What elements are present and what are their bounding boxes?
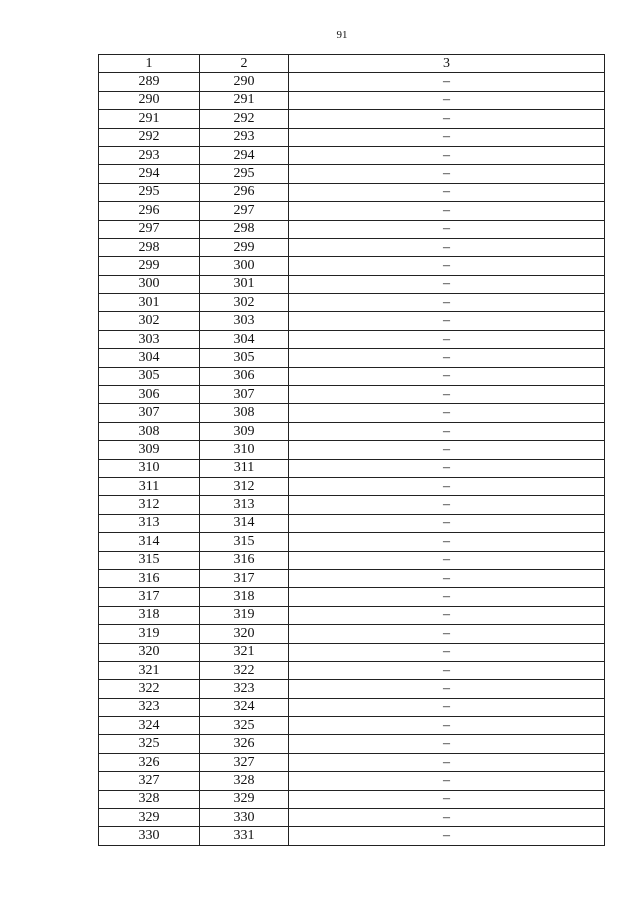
table-cell-col-2: 324 (200, 698, 289, 716)
table-cell-col-3: – (289, 643, 605, 661)
table-cell-col-3: – (289, 753, 605, 771)
table-cell-col-3: – (289, 588, 605, 606)
table-row (99, 110, 605, 128)
table-cell-col-2: 310 (200, 441, 289, 459)
table-cell-col-3: – (289, 404, 605, 422)
table-row (99, 569, 605, 587)
table-row (99, 772, 605, 790)
table-cell-col-2: 300 (200, 257, 289, 275)
column-header-1: 1 (99, 55, 200, 73)
table-cell-col-1: 306 (99, 386, 200, 404)
table-cell-col-1: 323 (99, 698, 200, 716)
table-row (99, 257, 605, 275)
table-cell-col-1: 317 (99, 588, 200, 606)
table-cell-col-2: 323 (200, 680, 289, 698)
table-cell-col-2: 314 (200, 514, 289, 532)
table-row (99, 606, 605, 624)
table-cell-col-1: 297 (99, 220, 200, 238)
table-row (99, 643, 605, 661)
table-cell-col-1: 302 (99, 312, 200, 330)
table-row (99, 386, 605, 404)
table-row (99, 312, 605, 330)
table-cell-col-1: 320 (99, 643, 200, 661)
table-cell-col-3: – (289, 110, 605, 128)
table-cell-col-2: 319 (200, 606, 289, 624)
table-row (99, 128, 605, 146)
table-cell-col-2: 311 (200, 459, 289, 477)
table-cell-col-1: 311 (99, 477, 200, 495)
table-row (99, 202, 605, 220)
table-row (99, 330, 605, 348)
table-cell-col-2: 316 (200, 551, 289, 569)
table-cell-col-3: – (289, 349, 605, 367)
table-cell-col-2: 295 (200, 165, 289, 183)
table-cell-col-3: – (289, 294, 605, 312)
table-cell-col-1: 291 (99, 110, 200, 128)
table-cell-col-1: 289 (99, 73, 200, 91)
table-row (99, 73, 605, 91)
table-cell-col-3: – (289, 496, 605, 514)
table-cell-col-2: 292 (200, 110, 289, 128)
table-row (99, 146, 605, 164)
table-cell-col-1: 309 (99, 441, 200, 459)
table-cell-col-2: 322 (200, 661, 289, 679)
table-cell-col-1: 301 (99, 294, 200, 312)
table-cell-col-1: 316 (99, 569, 200, 587)
page-number: 91 (336, 29, 348, 41)
table-cell-col-1: 312 (99, 496, 200, 514)
table-cell-col-1: 319 (99, 625, 200, 643)
table-cell-col-1: 308 (99, 422, 200, 440)
table-cell-col-2: 321 (200, 643, 289, 661)
table-cell-col-2: 306 (200, 367, 289, 385)
table-row (99, 717, 605, 735)
table-cell-col-1: 328 (99, 790, 200, 808)
table-cell-col-1: 329 (99, 809, 200, 827)
table-cell-col-3: – (289, 73, 605, 91)
table-cell-col-2: 301 (200, 275, 289, 293)
table-cell-col-2: 307 (200, 386, 289, 404)
table-cell-col-2: 296 (200, 183, 289, 201)
table-cell-col-1: 327 (99, 772, 200, 790)
table-cell-col-2: 304 (200, 330, 289, 348)
table-cell-col-2: 293 (200, 128, 289, 146)
table-cell-col-3: – (289, 809, 605, 827)
table-row (99, 753, 605, 771)
table-row (99, 165, 605, 183)
table-cell-col-2: 326 (200, 735, 289, 753)
table-cell-col-3: – (289, 533, 605, 551)
table-cell-col-3: – (289, 165, 605, 183)
table-row (99, 551, 605, 569)
table-cell-col-3: – (289, 459, 605, 477)
table-row (99, 238, 605, 256)
table-cell-col-2: 309 (200, 422, 289, 440)
table-cell-col-3: – (289, 386, 605, 404)
table-cell-col-1: 321 (99, 661, 200, 679)
table-row (99, 422, 605, 440)
table-row (99, 477, 605, 495)
table-cell-col-3: – (289, 790, 605, 808)
table-cell-col-1: 305 (99, 367, 200, 385)
table-cell-col-2: 312 (200, 477, 289, 495)
table-cell-col-2: 331 (200, 827, 289, 845)
table-cell-col-3: – (289, 367, 605, 385)
table-cell-col-2: 303 (200, 312, 289, 330)
table-cell-col-2: 290 (200, 73, 289, 91)
table-cell-col-1: 304 (99, 349, 200, 367)
table-row (99, 588, 605, 606)
table-cell-col-1: 290 (99, 91, 200, 109)
table-body (99, 73, 605, 845)
table-cell-col-3: – (289, 91, 605, 109)
table-cell-col-1: 322 (99, 680, 200, 698)
table-cell-col-2: 320 (200, 625, 289, 643)
table-cell-col-2: 329 (200, 790, 289, 808)
table-cell-col-3: – (289, 257, 605, 275)
table-cell-col-3: – (289, 735, 605, 753)
header-row (99, 55, 605, 73)
table-cell-col-1: 310 (99, 459, 200, 477)
table-cell-col-1: 307 (99, 404, 200, 422)
table-cell-col-3: – (289, 698, 605, 716)
table-row (99, 349, 605, 367)
table-cell-col-3: – (289, 625, 605, 643)
table-cell-col-1: 313 (99, 514, 200, 532)
table-cell-col-2: 302 (200, 294, 289, 312)
data-table (98, 54, 605, 846)
table-cell-col-2: 325 (200, 717, 289, 735)
table-row (99, 661, 605, 679)
table-row (99, 294, 605, 312)
table-cell-col-2: 327 (200, 753, 289, 771)
table-cell-col-2: 305 (200, 349, 289, 367)
table-row (99, 496, 605, 514)
table-cell-col-2: 317 (200, 569, 289, 587)
table-row (99, 790, 605, 808)
table-row (99, 275, 605, 293)
table-row (99, 220, 605, 238)
table-row (99, 441, 605, 459)
table-cell-col-2: 299 (200, 238, 289, 256)
table-row (99, 680, 605, 698)
table-cell-col-3: – (289, 422, 605, 440)
table-cell-col-1: 314 (99, 533, 200, 551)
table-cell-col-3: – (289, 772, 605, 790)
table-cell-col-2: 294 (200, 146, 289, 164)
table-row (99, 625, 605, 643)
table-cell-col-1: 303 (99, 330, 200, 348)
table-row (99, 827, 605, 845)
table-cell-col-2: 297 (200, 202, 289, 220)
table-cell-col-3: – (289, 128, 605, 146)
table-row (99, 404, 605, 422)
table-cell-col-1: 300 (99, 275, 200, 293)
table-row (99, 367, 605, 385)
table-cell-col-2: 298 (200, 220, 289, 238)
table-header (99, 55, 605, 73)
table-cell-col-1: 318 (99, 606, 200, 624)
table-cell-col-1: 294 (99, 165, 200, 183)
table-cell-col-3: – (289, 717, 605, 735)
table-cell-col-3: – (289, 827, 605, 845)
table-cell-col-3: – (289, 441, 605, 459)
table-row (99, 809, 605, 827)
table-cell-col-3: – (289, 220, 605, 238)
table-row (99, 735, 605, 753)
table-cell-col-3: – (289, 661, 605, 679)
table-cell-col-1: 293 (99, 146, 200, 164)
table-cell-col-3: – (289, 202, 605, 220)
table-row (99, 514, 605, 532)
table-cell-col-3: – (289, 183, 605, 201)
table-cell-col-1: 324 (99, 717, 200, 735)
table-cell-col-3: – (289, 275, 605, 293)
table-cell-col-2: 328 (200, 772, 289, 790)
table-cell-col-1: 295 (99, 183, 200, 201)
table-cell-col-3: – (289, 477, 605, 495)
table-cell-col-1: 298 (99, 238, 200, 256)
table-cell-col-1: 292 (99, 128, 200, 146)
table-cell-col-1: 299 (99, 257, 200, 275)
table-cell-col-2: 315 (200, 533, 289, 551)
table-cell-col-3: – (289, 238, 605, 256)
table-cell-col-2: 330 (200, 809, 289, 827)
table-cell-col-1: 296 (99, 202, 200, 220)
table-row (99, 698, 605, 716)
table-row (99, 459, 605, 477)
table-cell-col-3: – (289, 146, 605, 164)
table-cell-col-1: 326 (99, 753, 200, 771)
table-cell-col-3: – (289, 569, 605, 587)
table-cell-col-2: 318 (200, 588, 289, 606)
table-cell-col-1: 325 (99, 735, 200, 753)
table-cell-col-3: – (289, 606, 605, 624)
table-cell-col-2: 308 (200, 404, 289, 422)
column-header-3: 3 (289, 55, 605, 73)
table-cell-col-1: 330 (99, 827, 200, 845)
column-header-2: 2 (200, 55, 289, 73)
table-cell-col-1: 315 (99, 551, 200, 569)
table-cell-col-3: – (289, 330, 605, 348)
table-cell-col-3: – (289, 312, 605, 330)
table-row (99, 533, 605, 551)
table-row (99, 183, 605, 201)
table-cell-col-3: – (289, 514, 605, 532)
table-row (99, 91, 605, 109)
table-cell-col-2: 313 (200, 496, 289, 514)
table-cell-col-3: – (289, 551, 605, 569)
table-cell-col-3: – (289, 680, 605, 698)
table-cell-col-2: 291 (200, 91, 289, 109)
